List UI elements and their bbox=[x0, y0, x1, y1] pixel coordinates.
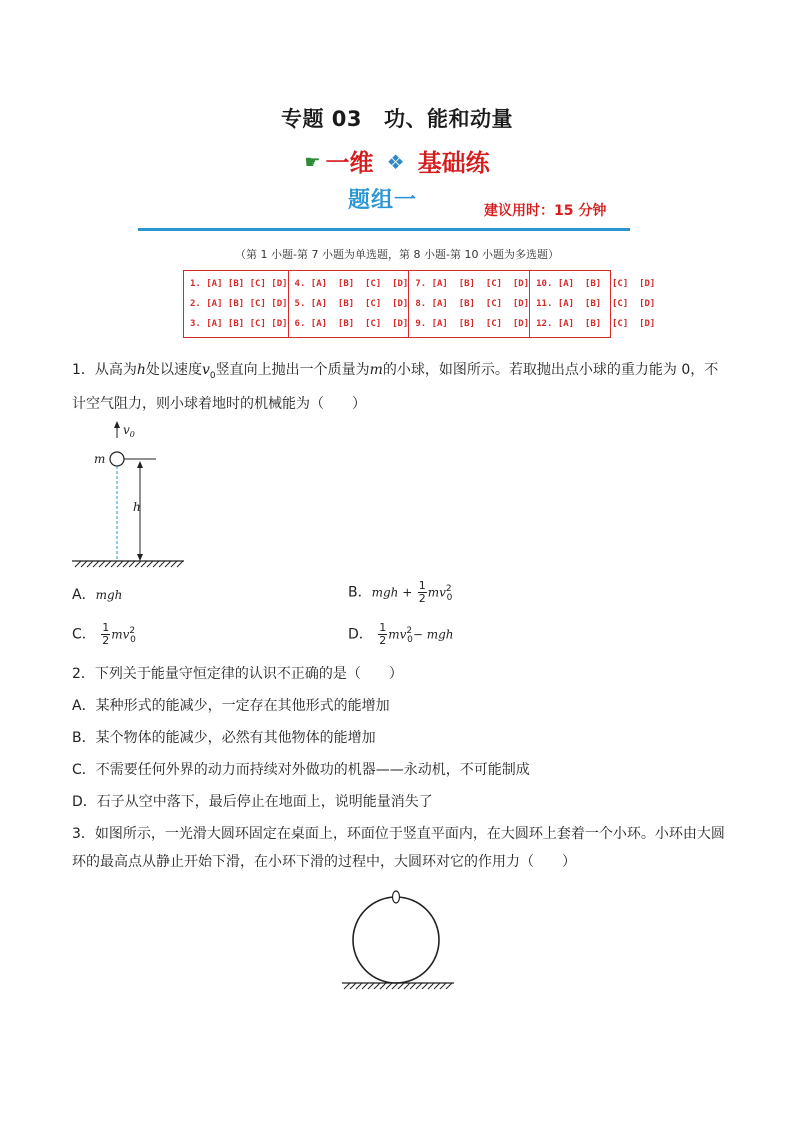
q1-stem bbox=[72, 356, 732, 418]
option-text: mv bbox=[388, 627, 407, 642]
suggested-time: 建议用时：15 分钟 bbox=[484, 203, 607, 219]
answer-item[interactable]: 7. [A] [B] [C] [D] bbox=[415, 279, 530, 289]
ball bbox=[110, 452, 124, 466]
answer-item[interactable]: 4. [A] [B] [C] [D] bbox=[294, 279, 409, 289]
pointing-hand-icon: ☛ bbox=[304, 152, 321, 173]
q3-figure bbox=[338, 888, 462, 994]
option-text: mgh bbox=[95, 588, 123, 602]
table-hatch bbox=[344, 983, 452, 989]
question-type-note: （第 1 小题-第 7 小题为单选题，第 8 小题-第 10 小题为多选题） bbox=[235, 248, 559, 261]
q2-option-d[interactable]: D．石子从空中落下，最后停止在地面上，说明能量消失了 bbox=[72, 794, 433, 810]
header-divider bbox=[138, 228, 630, 231]
title-part2: 功、能和动量 bbox=[384, 107, 514, 131]
big-ring bbox=[353, 897, 439, 983]
answer-item[interactable]: 11. [A] [B] [C] [D] bbox=[536, 299, 656, 309]
q3-stem bbox=[72, 820, 732, 876]
q2-option-a[interactable]: A．某种形式的能减少，一定存在其他形式的能增加 bbox=[72, 698, 390, 714]
fig-v-label: $v_0$ bbox=[123, 423, 135, 439]
q1-var-m: m bbox=[369, 362, 383, 378]
option-sub: 0 bbox=[407, 635, 413, 646]
answer-item[interactable]: 1. [A] [B] [C] [D] bbox=[190, 279, 288, 289]
q1-figure bbox=[70, 420, 200, 580]
option-sub: 0 bbox=[130, 635, 136, 646]
q1-text: 计空气阻力，则小球着地时的机械能为（ ） bbox=[72, 395, 366, 412]
title-part1: 专题 03 bbox=[280, 107, 363, 131]
q2-option-b[interactable]: B．某个物体的能减少，必然有其他物体的能增加 bbox=[72, 730, 376, 746]
fig-h-label: h bbox=[133, 500, 141, 514]
answer-item[interactable]: 8. [A] [B] [C] [D] bbox=[415, 299, 530, 309]
q1-var-v-sub: 0 bbox=[209, 370, 216, 381]
answer-column bbox=[409, 271, 530, 337]
fraction-half: $\frac{1}{2}$ bbox=[379, 621, 387, 647]
option-text: mgh + bbox=[371, 585, 413, 600]
option-text: − mgh bbox=[412, 627, 454, 642]
answer-item[interactable]: 9. [A] [B] [C] [D] bbox=[415, 319, 530, 329]
answer-item[interactable]: 6. [A] [B] [C] [D] bbox=[294, 319, 409, 329]
height-arrow-top bbox=[137, 461, 143, 468]
option-label: C． bbox=[72, 626, 96, 643]
option-text: mv bbox=[427, 585, 446, 600]
small-ring bbox=[393, 891, 400, 903]
subtitle-left: 一维 bbox=[325, 149, 374, 177]
option-label: A． bbox=[72, 587, 96, 603]
fig-m-label: m bbox=[94, 452, 106, 466]
q1-text: 处以速度 bbox=[145, 362, 202, 378]
answer-column bbox=[184, 271, 289, 337]
q1-option-b[interactable] bbox=[348, 580, 452, 605]
subtitle bbox=[0, 143, 794, 178]
q2-option-c[interactable]: C．不需要任何外界的动力而持续对外做功的机器——永动机，不可能制成 bbox=[72, 762, 530, 778]
q1-option-c[interactable] bbox=[72, 622, 136, 647]
option-sub: 0 bbox=[446, 593, 453, 604]
q1-var-h: h bbox=[136, 362, 146, 378]
ground-hatch bbox=[75, 561, 183, 567]
q2-stem: 2．下列关于能量守恒定律的认识不正确的是（ ） bbox=[72, 666, 403, 682]
fraction-half: $\frac{1}{2}$ bbox=[102, 621, 110, 647]
height-arrow-bottom bbox=[137, 554, 143, 561]
answer-item[interactable]: 10. [A] [B] [C] [D] bbox=[536, 279, 656, 289]
q1-option-d[interactable] bbox=[348, 622, 454, 647]
fraction-half: $\frac{1}{2}$ bbox=[418, 579, 426, 605]
q2-block bbox=[72, 660, 732, 816]
group-title: 题组一 bbox=[348, 188, 418, 213]
page-title bbox=[0, 103, 794, 133]
q1-text: 竖直向上抛出一个质量为 bbox=[215, 362, 370, 378]
q1-var-v: v bbox=[201, 362, 210, 378]
q1-option-a[interactable] bbox=[72, 584, 122, 604]
diamond-star-icon: ❖ bbox=[386, 150, 405, 174]
answer-item[interactable]: 3. [A] [B] [C] [D] bbox=[190, 319, 288, 329]
option-sup: 2 bbox=[406, 625, 413, 636]
answer-item[interactable]: 2. [A] [B] [C] [D] bbox=[190, 299, 288, 309]
q3-text: 3．如图所示，一光滑大圆环固定在桌面上，环面位于竖直平面内，在大圆环上套着一个小环。小环由大圆 bbox=[72, 826, 725, 842]
velocity-arrow-head bbox=[114, 421, 120, 428]
option-sup: 2 bbox=[129, 625, 136, 636]
option-label: D． bbox=[348, 626, 373, 643]
subtitle-right: 基础练 bbox=[417, 149, 490, 177]
q1-text: 的小球，如图所示。若取抛出点小球的重力能为 0，不 bbox=[382, 362, 719, 378]
answer-column bbox=[530, 271, 655, 337]
answer-column bbox=[289, 271, 410, 337]
option-label: B． bbox=[348, 584, 372, 601]
option-text: mv bbox=[111, 627, 130, 642]
answer-item[interactable]: 5. [A] [B] [C] [D] bbox=[294, 299, 409, 309]
option-sup: 2 bbox=[445, 583, 452, 594]
q1-text: 1．从高为 bbox=[72, 362, 137, 378]
answer-item[interactable]: 12. [A] [B] [C] [D] bbox=[536, 319, 656, 329]
answer-sheet bbox=[183, 270, 656, 338]
q3-text: 环的最高点从静止开始下滑，在小环下滑的过程中，大圆环对它的作用力（ ） bbox=[72, 854, 576, 870]
